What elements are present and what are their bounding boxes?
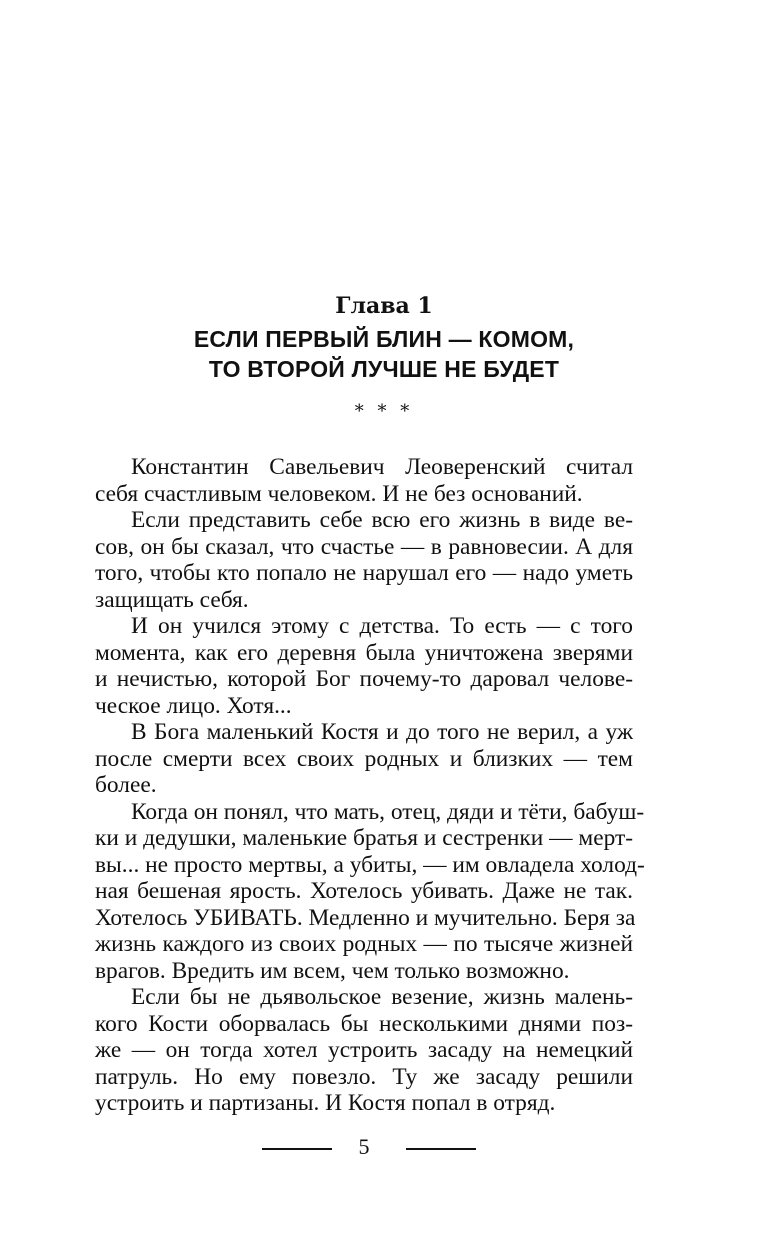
text-line: ная бешеная ярость. Хотелось убивать. Даже не так. <box>95 878 633 904</box>
text-line: врагов. Вредить им всем, чем только возможно. <box>95 957 570 984</box>
chapter-title-line: ЕСЛИ ПЕРВЫЙ БЛИН — КОМОМ, <box>193 326 575 352</box>
chapter-title <box>0 324 768 384</box>
text-line: кого Кости оборвалась бы несколькими днями поз- <box>95 1010 633 1037</box>
text-line: момента, как его деревня была уничтожена зверями <box>95 639 633 666</box>
text-line: ки и дедушки, маленькие братья и сестренки — мерт- <box>95 825 633 851</box>
text-line: после смерти всех своих родных и близких — тем <box>95 745 633 772</box>
footer-rule-left <box>262 1148 332 1150</box>
text-line: же — он тогда хотел устроить засаду на немецкий <box>95 1037 633 1063</box>
text-line: ческое лицо. Хотя... <box>95 692 292 719</box>
section-separator: * * * <box>354 401 414 422</box>
page-number: 5 <box>358 1134 370 1159</box>
chapter-title-line: ТО ВТОРОЙ ЛУЧШЕ НЕ БУДЕТ <box>208 356 560 382</box>
text-line: И он учился этому с детства. То есть — с того <box>131 613 633 639</box>
text-line: патруль. Но ему повезло. Ту же засаду решили <box>95 1063 633 1090</box>
text-line: защищать себя. <box>95 586 249 613</box>
text-line: сов, он бы сказал, что счастье — в равновесии. А для <box>95 533 633 560</box>
text-line: В Бога маленький Костя и до того не верил, а уж <box>131 719 633 745</box>
page-footer <box>0 1132 768 1162</box>
text-line: Если бы не дьявольское везение, жизнь малень- <box>131 984 633 1010</box>
text-line: Когда он понял, что мать, отец, дяди и тёти, бабуш- <box>131 798 645 825</box>
text-line: того, чтобы кто попало не нарушал его — надо уметь <box>95 560 633 586</box>
text-line: Хотелось УБИВАТЬ. Медленно и мучительно. Беря за <box>95 904 636 931</box>
chapter-label: Глава 1 <box>335 293 433 319</box>
text-line: устроить и партизаны. И Костя попал в отряд. <box>95 1090 556 1116</box>
text-line: вы... не просто мертвы, а убиты, — им овладела холод- <box>95 851 645 878</box>
text-line: и нечистью, которой Бог почему-то даровал челове- <box>95 666 633 692</box>
text-line: себя счастливым человеком. И не без оснований. <box>95 480 583 507</box>
footer-rule-right <box>406 1148 476 1150</box>
body-text <box>95 454 645 1117</box>
text-line: жизнь каждого из своих родных — по тысяче жизней <box>95 931 633 957</box>
text-line: Константин Савельевич Леоверенский считал <box>131 454 633 480</box>
text-line: Если представить себе всю его жизнь в виде ве- <box>131 507 633 533</box>
text-line: более. <box>95 772 157 798</box>
